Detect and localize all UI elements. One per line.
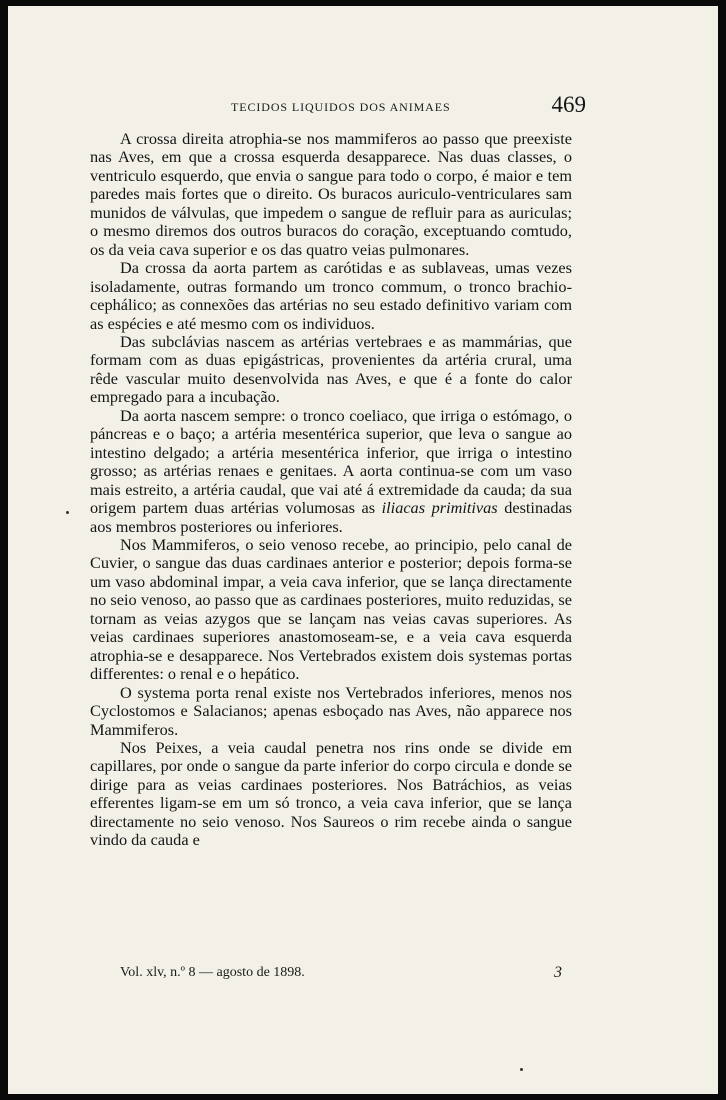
print-speck — [520, 1068, 523, 1071]
running-head — [96, 92, 586, 122]
paragraph — [90, 407, 572, 536]
page-number: 469 — [551, 92, 586, 117]
paragraph: A crossa direita atrophia-se nos mammiferos ao passo que preexiste nas Aves, em que a crossa esquerda desapparece. Nas duas classes, o ventriculo esquerdo, que envia o sangue para todo o corpo, é maior e tem paredes mais fortes que o direito. Os buracos auriculo-ventriculares sam munidos de válvulas, que impedem o sangue de refluir para as auriculas; o mesmo diremos dos outros buracos do coração, exceptuando comtudo, os da veia cava superior e os das quatro veias pulmonares. — [90, 129, 572, 259]
paragraph: Nos Peixes, a veia caudal penetra nos rins onde se divide em capillares, por onde o sangue da parte inferior do corpo circula e donde se dirige para as veias cardinaes posteriores. Nos Batráchios, as veias efferentes ligam-se em um só tronco, a veia cava inferior, que se lança directamente no seio venoso. Nos Saureos o rim recebe ainda o sangue vindo da cauda e — [90, 737, 572, 850]
volume-citation: Vol. xlv, n.º 8 — agosto de 1898. — [120, 965, 305, 980]
chapter-title: TECIDOS LIQUIDOS DOS ANIMAES — [231, 100, 451, 114]
signature-mark: 3 — [554, 964, 562, 981]
paragraph: Das subclávias nascem as artérias vertebraes e as mammárias, que formam com as duas epigástricas, provenientes da artéria crural, uma rêde vascular muito desenvolvida nas Aves, e que é a fonte do calor empregado para a incubação. — [90, 331, 572, 407]
paragraph: O systema porta renal existe nos Vertebrados inferiores, menos nos Cyclostomos e Salacianos; apenas esboçado nas Aves, não apparece nos Mammiferos. — [90, 682, 572, 739]
book-page — [8, 6, 718, 1094]
paragraph-text: Da aorta nascem sempre: o tronco coeliaco, que irriga o estómago, o páncreas e o baço; a artéria mesentérica superior, que leva o sangue ao intestino delgado; a artéria mesentérica inferior, que irriga o intestino grosso; as artérias renaes e genitaes. A aorta continua-se com um vaso mais estreito, a artéria caudal, que vai até á extremidade da cauda; da sua origem partem duas artérias volumosas as — [90, 405, 572, 518]
paragraph-text: destinadas aos membros posteriores ou inferiores. — [90, 498, 573, 536]
body-text — [90, 129, 573, 981]
print-speck — [66, 511, 69, 514]
paragraph: Nos Mammiferos, o seio venoso recebe, ao principio, pelo canal de Cuvier, o sangue das duas cardinaes anterior e posterior; depois forma-se um vaso abdominal impar, a veia cava inferior, que se lança directamente no seio venoso, ao passo que as cardinaes posteriores, muito reduzidas, se tornam as veias azygos que se lançam nas veias cavas superiores. As veias cardinaes superiores anastomoseam-se, e a veia cava esquerda atrophia-se e desapparece. Nos Vertebrados existem dois systemas portas differentes: o renal e o hepático. — [90, 534, 572, 684]
footer — [120, 964, 560, 982]
paragraph: Da crossa da aorta partem as carótidas e as sublaveas, umas vezes isoladamente, outras formando um tronco commum, o tronco brachio-cephálico; as connexões das artérias no seu estado definitivo variam com as espécies e até mesmo com os individuos. — [90, 258, 572, 333]
italic-term: iliacas primitivas — [381, 498, 498, 518]
